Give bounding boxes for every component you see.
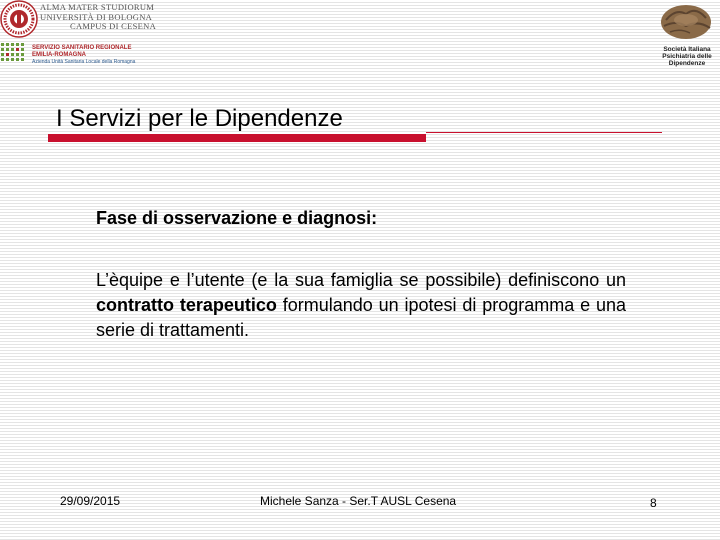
slide-title: I Servizi per le Dipendenze [56, 105, 343, 132]
university-line-2: UNIVERSITÀ DI BOLOGNA [40, 11, 153, 22]
title-underline-rule [426, 132, 662, 133]
health-service-line-2: EMILIA-ROMAGNA [32, 52, 86, 58]
university-seal-icon [0, 0, 38, 38]
paragraph-text-after: formulando un ipotesi di programma e una serie di trattamenti. [96, 295, 626, 340]
brain-icon [656, 0, 714, 44]
society-line-2: Psichiatria delle [662, 53, 712, 60]
page-number: 8 [650, 496, 657, 510]
university-line-3: CAMPUS DI CESENA [70, 21, 157, 32]
title-underline-bar [48, 134, 426, 142]
society-line-3: Dipendenze [668, 60, 706, 67]
paragraph-text-before: L’èquipe e l’utente (e la sua famiglia se possibile) definiscono un [96, 270, 626, 290]
health-service-line-1: SERVIZIO SANITARIO REGIONALE [32, 45, 132, 51]
footer-author: Michele Sanza - Ser.T AUSL Cesena [260, 494, 457, 508]
university-name [40, 3, 156, 32]
body-paragraph [96, 268, 626, 343]
paragraph-emphasis: contratto terapeutico [96, 295, 277, 315]
society-line-1: Società Italiana [663, 46, 711, 53]
health-service-name [32, 45, 135, 66]
section-heading: Fase di osservazione e diagnosi: [96, 208, 378, 228]
society-name [658, 46, 716, 67]
university-logo [0, 0, 157, 40]
footer-date: 29/09/2015 [60, 494, 121, 508]
health-service-line-3: Azienda Unità Sanitaria Locale della Romagna [32, 59, 136, 65]
health-service-grid-icon [0, 42, 28, 66]
health-service-logo [0, 40, 136, 68]
university-line-1: ALMA MATER STUDIORUM [40, 2, 155, 12]
society-logo [656, 0, 716, 70]
